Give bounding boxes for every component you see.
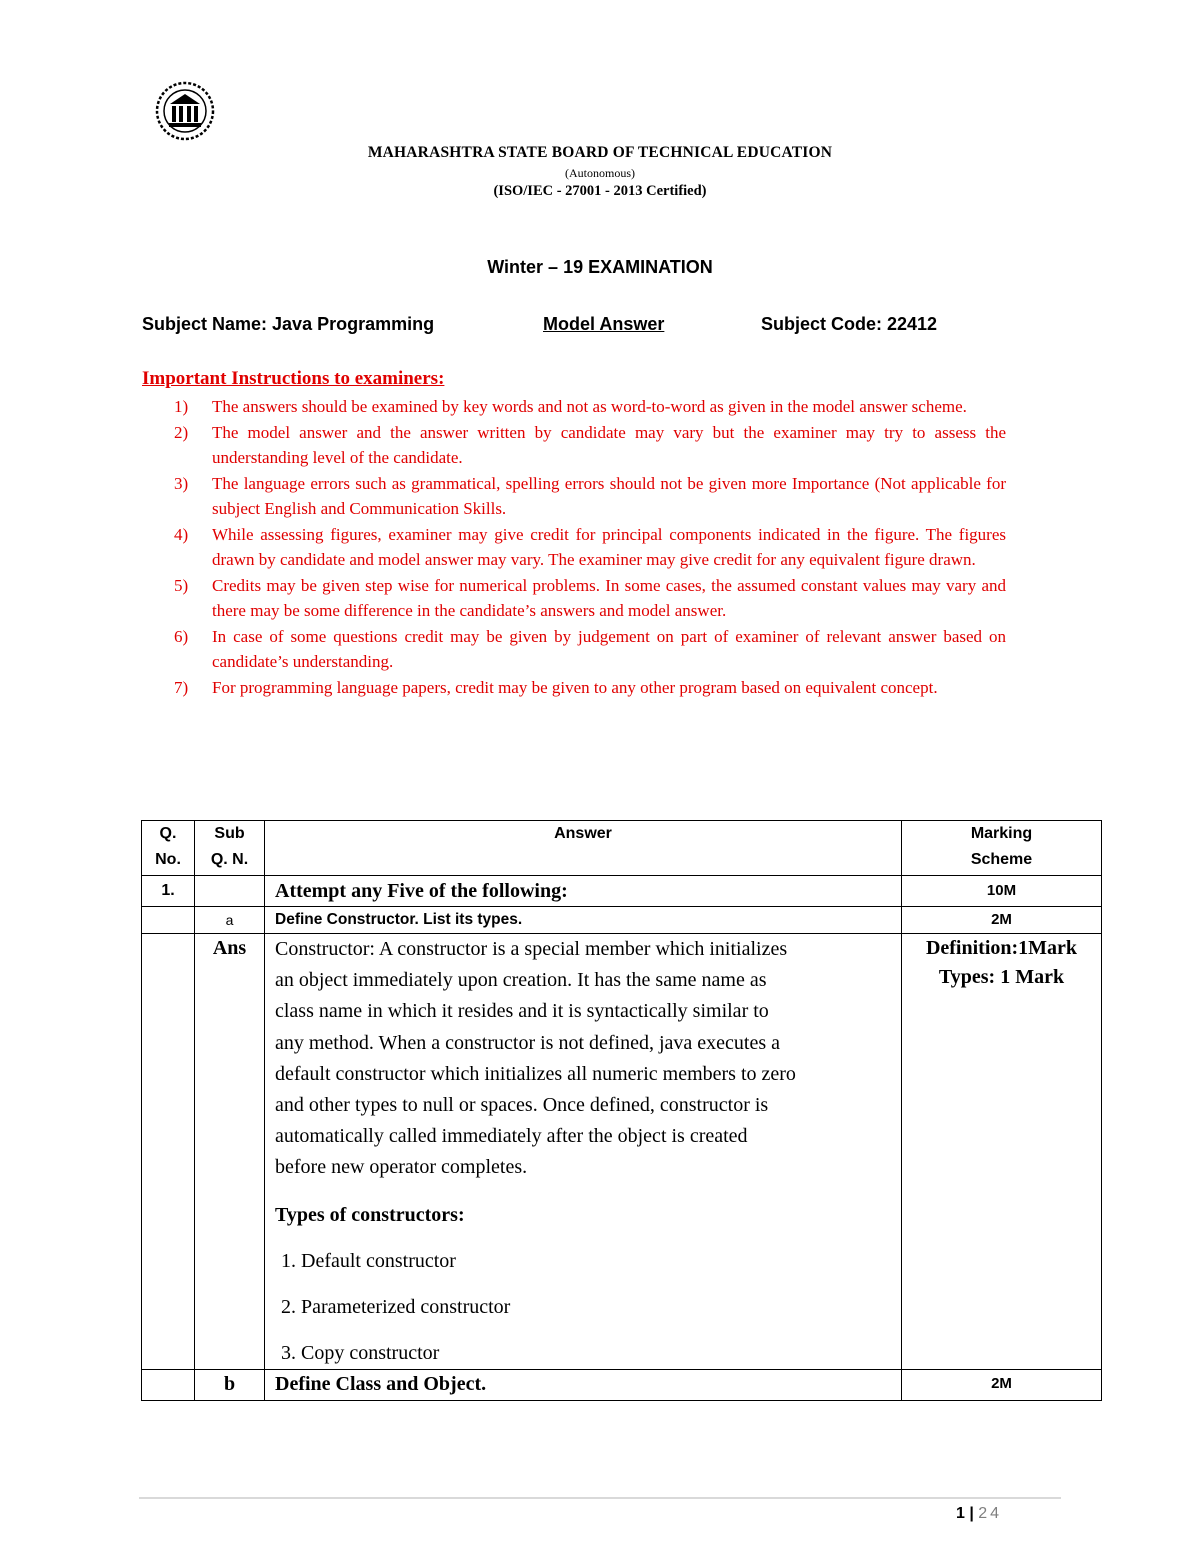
instruction-item: 4) While assessing figures, examiner may give credit for principal components indicated in the figure. The figures drawn by candidate and model answer may vary. The examiner may give credit for any equivalent figure drawn.: [174, 524, 1006, 569]
answer-line: and other types to null or spaces. Once defined, constructor is: [275, 1094, 769, 1117]
empty-cell: [142, 907, 195, 934]
constructor-type: 1. Default constructor: [281, 1249, 456, 1272]
answer-line: automatically called immediately after the object is created: [275, 1125, 748, 1148]
msbte-logo: [150, 80, 220, 142]
instruction-item: 5) Credits may be given step wise for numerical problems. In some cases, the assumed constant values may vary and there may be some difference in the candidate’s answers and model answer.: [174, 575, 1006, 620]
sub-question-marks: 2M: [902, 907, 1102, 934]
instructions-title: Important Instructions to examiners:: [142, 368, 445, 389]
sub-question-text: Define Class and Object.: [265, 1369, 902, 1400]
table-row: [142, 1369, 1102, 1400]
empty-cell: [195, 876, 265, 907]
instructions-list: [142, 394, 1006, 700]
marking-definition: Definition:1Mark: [925, 937, 1078, 959]
exam-title: Winter – 19 EXAMINATION: [487, 257, 713, 277]
instruction-item: 2) The model answer and the answer written by candidate may vary but the examiner may try to assess the understanding level of the candidate.: [174, 422, 1006, 467]
constructor-type: 3. Copy constructor: [281, 1341, 440, 1364]
footer-divider: [139, 1497, 1061, 1499]
answer-line: class name in which it resides and it is syntactically similar to: [275, 1000, 769, 1023]
answer-line: before new operator completes.: [275, 1156, 528, 1179]
subject-line: [142, 314, 1042, 340]
table-row: [142, 907, 1102, 934]
types-title: Types of constructors:: [275, 1203, 465, 1226]
sub-question-label: a: [195, 907, 265, 934]
instruction-item: 3) The language errors such as grammatical, spelling errors should not be given more Importance (Not applicable for subject English and Communication Skills.: [174, 473, 1006, 518]
header-sub-qn: Sub Q. N.: [195, 821, 265, 876]
empty-cell: [142, 934, 195, 1370]
model-answer-label: Model Answer: [543, 314, 665, 334]
answer-label: Ans: [195, 934, 265, 1370]
sub-question-label: b: [195, 1369, 265, 1400]
question-number: 1.: [142, 876, 195, 907]
iso-certification: (ISO/IEC - 27001 - 2013 Certified): [493, 183, 707, 199]
instruction-item: 6) In case of some questions credit may be given by judgement on part of examiner of relevant answer based on candidate’s understanding.: [174, 626, 1006, 671]
answer-line: Constructor: A constructor is a special member which initializes: [275, 938, 788, 960]
answer-marking: [902, 934, 1102, 1370]
header-q-no: Q. No.: [142, 821, 195, 876]
table-row: [142, 876, 1102, 907]
instruction-item: 1) The answers should be examined by key words and not as word-to-word as given in the model answer scheme.: [174, 397, 967, 416]
sub-question-text: Define Constructor. List its types.: [265, 907, 902, 934]
answer-line: an object immediately upon creation. It has the same name as: [275, 969, 767, 992]
answer-line: any method. When a constructor is not defined, java executes a: [275, 1031, 781, 1054]
question-marks: 10M: [902, 876, 1102, 907]
header-marking-scheme: Marking Scheme: [902, 821, 1102, 876]
instruction-item: 7) For programming language papers, credit may be given to any other program based on equivalent concept.: [174, 677, 938, 697]
constructor-type: 2. Parameterized constructor: [281, 1295, 511, 1318]
answer-table: [141, 820, 1102, 1401]
marking-types: Types: 1 Mark: [938, 966, 1065, 988]
page-number: 1 | 24: [956, 1505, 1003, 1522]
question-text: Attempt any Five of the following:: [265, 876, 902, 907]
empty-cell: [142, 1369, 195, 1400]
answer-line: default constructor which initializes all numeric members to zero: [275, 1062, 796, 1085]
header-answer: Answer: [265, 821, 902, 876]
sub-question-marks: 2M: [902, 1369, 1102, 1400]
subject-name: Subject Name: Java Programming: [142, 314, 435, 334]
subject-code: Subject Code: 22412: [761, 314, 938, 334]
autonomous-label: (Autonomous): [565, 166, 635, 180]
table-row: [142, 934, 1102, 1370]
answer-body: [265, 934, 902, 1370]
board-name: MAHARASHTRA STATE BOARD OF TECHNICAL EDUCATION: [367, 144, 833, 161]
table-header-row: [142, 821, 1102, 876]
